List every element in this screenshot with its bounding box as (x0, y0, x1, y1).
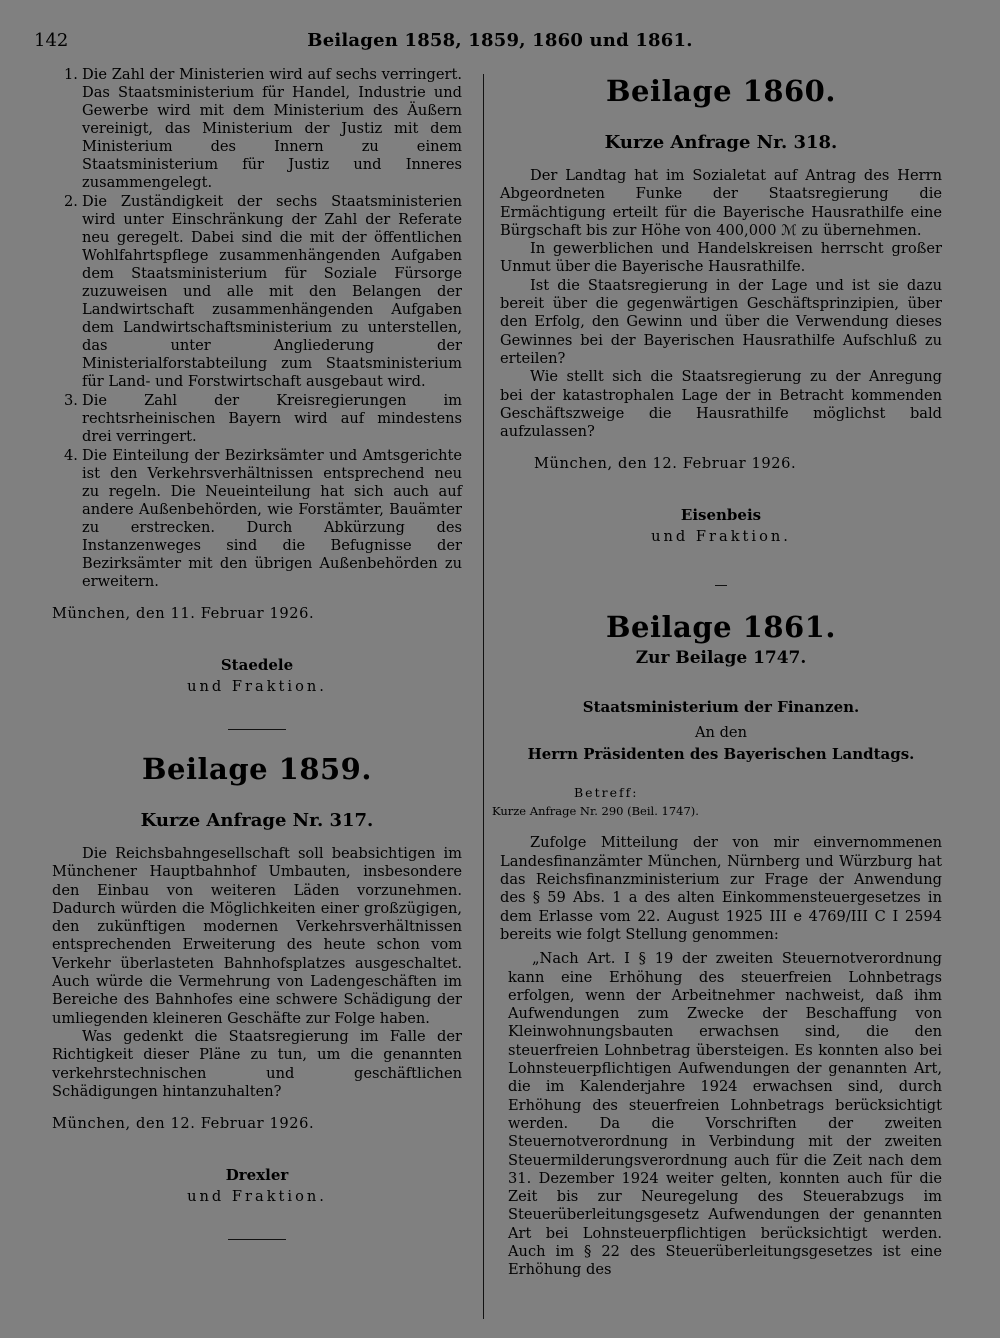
signer-faction: und Fraktion. (187, 678, 327, 695)
list-number: 1. (64, 66, 78, 83)
list-number: 2. (64, 193, 78, 210)
dateline: München, den 11. Februar 1926. (52, 605, 315, 622)
ministry-name: Staatsministerium der Finanzen. (582, 698, 860, 717)
list-item (52, 66, 462, 192)
beilage-heading-1859: Beilage 1859. (142, 752, 372, 786)
page-number: 142 (34, 30, 69, 51)
paragraph: Ist die Staatsregierung in der Lage und ist sie dazu bereit über die gegenwärtigen Geschäftsprinzipien, über den Erfolg, den Gewinn und über die Verwendung dieses Gewinnes bei der Bayerischen Hausrathilfe Aufschluß zu erteilen? (500, 276, 942, 367)
list-number: 4. (64, 447, 78, 464)
running-title: Beilagen 1858, 1859, 1860 und 1861. (307, 30, 693, 51)
dateline: München, den 12. Februar 1926. (52, 1115, 315, 1133)
anfrage-heading-318: Kurze Anfrage Nr. 318. (604, 132, 838, 153)
signer-name: Drexler (225, 1166, 289, 1185)
paragraph: Wie stellt sich die Staatsregierung zu der Anregung bei der katastrophalen Lage der in Betracht kommenden Geschäftszweige die Hausrathilfe möglichst bald aufzulassen? (500, 368, 942, 441)
beilage-heading-1861: Beilage 1861. (606, 610, 836, 645)
signer-name: Staedele (220, 656, 294, 674)
anfrage-heading-317: Kurze Anfrage Nr. 317. (140, 810, 374, 831)
page-header (0, 30, 1000, 58)
list-text: Die Zuständigkeit der sechs Staatsministerien wird unter Einschränkung der Zahl der Referate neu geregelt. Dabei sind die mit der öffentlichen Wohlfahrtspflege zusammenhängenden Aufgaben dem Staatsministerium für Soziale Fürsorge zuzuweisen und alle mit den Belangen der Landwirtschaft zusammenhängenden Aufgaben dem Landwirtschaftsministerium zu unterstellen, das unter Angliederung der Ministerialforstabteilung zum Staatsministerium für Land- und Forstwirtschaft ausgebaut wird. (82, 193, 462, 390)
betreff-text: Kurze Anfrage Nr. 290 (Beil. 1747). (492, 804, 699, 819)
signer-faction: und Fraktion. (187, 1188, 327, 1206)
quoted-paragraph: „Nach Art. I § 19 der zweiten Steuernotverordnung kann eine Erhöhung des steuerfreien Lohnbetrags erfolgen, wenn der Arbeitnehmer nachweist, daß ihm Aufwendungen zum Zwecke der Beschaffung von Kleinwohnungsbauten erwachsen sind, die den steuerfreien Lohnbetrag übersteigen. Es konnten also bei Lohnsteuerpflichtigen Aufwendungen der genannten Art, die im Kalenderjahre 1924 erwachsen sind, durch Erhöhung des steuerfreien Lohnbetrags berücksichtigt werden. Da die Vorschriften der zweiten Steuernotverordnung in Verbindung mit der zweiten Steuermilderungsverordnung auch für die Zeit nach dem 31. Dezember 1924 weiter gelten, konnten auch für die Zeit bis zur Neuregelung des Steuerabzugs im Steuerüberleitungsgesetz Aufwendungen der genannten Art bei Lohnsteuerpflichtigen berücksichtigt werden. Auch im § 22 des Steuerüberleitungsgesetzes ist eine Erhöhung des (508, 950, 942, 1279)
paragraph: Der Landtag hat im Sozialetat auf Antrag des Herrn Abgeordneten Funke der Staatsregierung die Ermächtigung erteilt für die Bayerische Hausrathilfe eine Bürgschaft bis zur Höhe von 400,000 ℳ zu übernehmen. (500, 167, 942, 239)
section-divider (228, 729, 286, 730)
list-text: Die Einteilung der Bezirksämter und Amtsgerichte ist den Verkehrsverhältnissen entsprechend neu zu regeln. Die Neueinteilung hat sich auch auf andere Außenbehörden, wie Forstämter, Bauämter zu erstrecken. Durch Abkürzung des Instanzenweges sind die Befugnisse der Bezirksämter mit den übrigen Außenbehörden zu erweitern. (82, 447, 462, 590)
paragraph: Die Reichsbahngesellschaft soll beabsichtigen im Münchener Hauptbahnhof Umbauten, insbesondere den Einbau von weiteren Läden vorzunehmen. Dadurch würden die Möglichkeiten einer großzügigen, den zukünftigen modernen Verkehrsverhältnissen entsprechenden Erweiterung des heute schon vom Verkehr überlasteten Bahnhofsplatzes ausgeschaltet. Auch würde die Vermehrung von Ladengeschäften im Bereiche des Bahnhofes eine schwere Schädigung der umliegenden kleineren Geschäfte zur Folge haben. (52, 845, 462, 1027)
list-item (52, 447, 462, 591)
paragraph: Zufolge Mitteilung der von mir einvernommenen Landesfinanzämter München, Nürnberg und Würzburg hat das Reichsfinanzministerium zur Frage der Anwendung des § 59 Abs. 1 a des alten Einkommensteuergesetzes in dem Erlasse vom 22. August 1925 III e 4769/III C I 2594 bereits wie folgt Stellung genommen: (500, 834, 942, 943)
addressee-prefix: An den (695, 724, 747, 742)
betreff-label: Betreff: (574, 785, 639, 801)
signer-faction: und Fraktion. (651, 528, 791, 546)
reference-heading: Zur Beilage 1747. (635, 648, 807, 669)
paragraph: In gewerblichen und Handelskreisen herrscht großer Unmut über die Bayerische Hausrathilfe. (500, 240, 942, 276)
list-text: Die Zahl der Ministerien wird auf sechs verringert. Das Staatsministerium für Handel, Industrie und Gewerbe wird mit dem Ministerium des Äußern vereinigt, das Ministerium der Justiz mit dem Ministerium des Innern zu einem Staatsministerium für Justiz und Inneres zusammengelegt. (82, 66, 462, 191)
paragraph: Was gedenkt die Staatsregierung im Falle der Richtigkeit dieser Pläne zu tun, um die genannten verkehrstechnischen und geschäftlichen Schädigungen hintanzuhalten? (52, 1027, 462, 1100)
right-column (492, 66, 942, 1280)
list-number: 3. (64, 392, 78, 409)
left-column (52, 66, 462, 1240)
dateline: München, den 12. Februar 1926. (534, 455, 797, 473)
list-text: Die Zahl der Kreisregierungen im rechtsrheinischen Bayern wird auf mindestens drei verringert. (82, 392, 462, 445)
column-divider (483, 74, 484, 1319)
section-divider (228, 1239, 286, 1240)
section-divider (715, 585, 727, 586)
signer-name: Eisenbeis (680, 506, 762, 525)
addressee: Herrn Präsidenten des Bayerischen Landtags. (527, 745, 915, 764)
list-item (52, 193, 462, 391)
beilage-heading-1860: Beilage 1860. (606, 74, 836, 108)
list-item (52, 392, 462, 446)
